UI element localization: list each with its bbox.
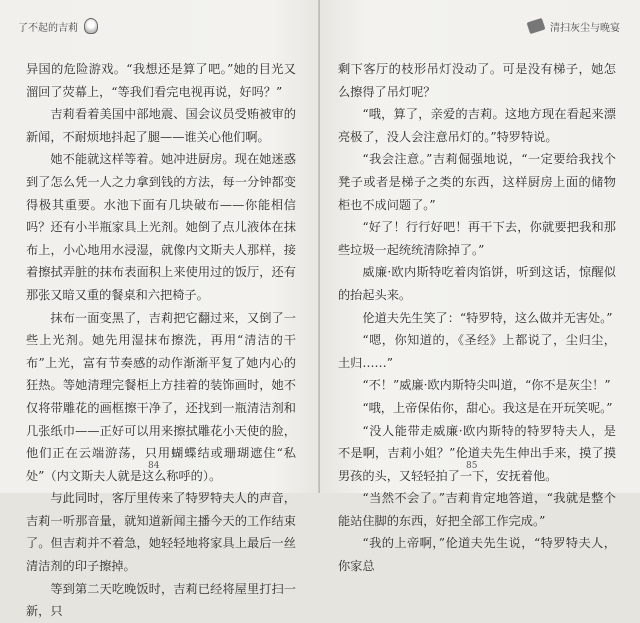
paragraph: “嗯，你知道的，《圣经》上都说了，尘归尘，土归……” [338,333,616,370]
right-header-title: 清扫灰尘与晚宴 [550,22,620,34]
paragraph: 威廉·欧内斯特吃着肉馅饼，听到这话，惊醒似的抬起头来。 [338,265,616,302]
paragraph: 剩下客厅的枝形吊灯没动了。可是没有梯子，她怎么擦得了吊灯呢？ [338,62,616,99]
left-page-number: 84 [148,461,160,471]
left-page [0,0,320,619]
paragraph: 等到第二天吃晚饭时，吉莉已经将屋里打扫一新，只 [26,581,296,619]
paragraph: “我的上帝啊，”伦道夫先生说，“特罗特夫人，你家总 [338,536,616,574]
right-page [320,0,640,574]
paragraph: “哦，算了，亲爱的吉莉。这地方现在看起来漂亮极了，没人会注意吊灯的。”特罗特说。 [338,107,616,144]
paragraph: “当然不会了。”吉莉肯定地答道，“我就是整个能站住脚的东西，好把全部工作完成。” [338,491,616,528]
paragraph: 抹布一面变黑了，吉莉把它翻过来，又倒了一些上光剂。她先用湿抹布擦洗，再用“清洁的干布”上光，富有节奏感的动作渐渐平复了她内心的狂热。等她清理完餐柜上方挂着的装饰画时，她不仅将带雕花的画框擦干净了，还找到一瓶清洁剂和几张纸巾——正好可以用来擦拭雕花小天使的脸，他们正在云端游荡，只用蝴蝶结或珊瑚遮住“私处”（内文斯夫人就是这么称呼的）。 [26,310,296,483]
paragraph: 异国的危险游戏。“我想还是算了吧。”她的目光又溜回了荧幕上，“等我们看完电视再说，好吗？” [26,62,296,99]
left-body-text [26,58,296,623]
right-body-text [338,58,616,578]
owl-emblem-icon [84,18,98,34]
right-running-header [528,16,620,36]
paragraph: “没人能带走威廉·欧内斯特的特罗特夫人，是不是啊，吉莉小姐？”伦道夫先生伸出手来，摸了摸男孩的头，又轻轻拍了一下，安抚着他。 [338,423,616,483]
paragraph: “我会注意。”吉莉倔强地说，“一定要给我找个凳子或者是梯子之类的东西，这样厨房上面的储物柜也不成问题了。” [338,152,616,212]
paragraph: 吉莉看着美国中部地震、国会议员受贿被审的新闻，不耐烦地抖起了腿——谁关心他们啊。 [26,107,296,144]
paragraph: “不！”威廉·欧内斯特尖叫道，“你不是灰尘！” [362,378,611,393]
paragraph: “好了！行行好吧！再干下去，你就要把我和那些垃圾一起统统清除掉了。” [338,220,616,257]
paragraph: 她不能就这样等着。她冲进厨房。现在她迷惑到了怎么凭一人之力拿到钱的方法，每一分钟都变得极其重要。水池下面有几块破布——你能相信吗？还有小半瓶家具上光剂。她倒了点儿液体在抹布上，小心地用水浸湿，就像内文斯夫人那样，接着擦拭弄脏的抹布表面积上来使用过的饭厅，还有那张又暗又重的餐桌和六把椅子。 [26,152,296,302]
card-icon [527,18,546,34]
right-page-number: 85 [466,461,478,471]
paragraph: 与此同时，客厅里传来了特罗特夫人的声音，吉莉一听那音量，就知道新闻主播今天的工作结束了。但吉莉并不着急，她轻轻地将家具上最后一丝清洁剂的印子擦掉。 [26,491,296,574]
left-running-header [18,16,98,36]
paragraph: 伦道夫先生笑了：“特罗特，这么做并无害处。” [362,310,613,325]
paragraph: “哦，上帝保佑你，甜心。我这是在开玩笑呢。” [362,400,613,415]
left-header-title: 了不起的吉莉 [18,22,78,34]
